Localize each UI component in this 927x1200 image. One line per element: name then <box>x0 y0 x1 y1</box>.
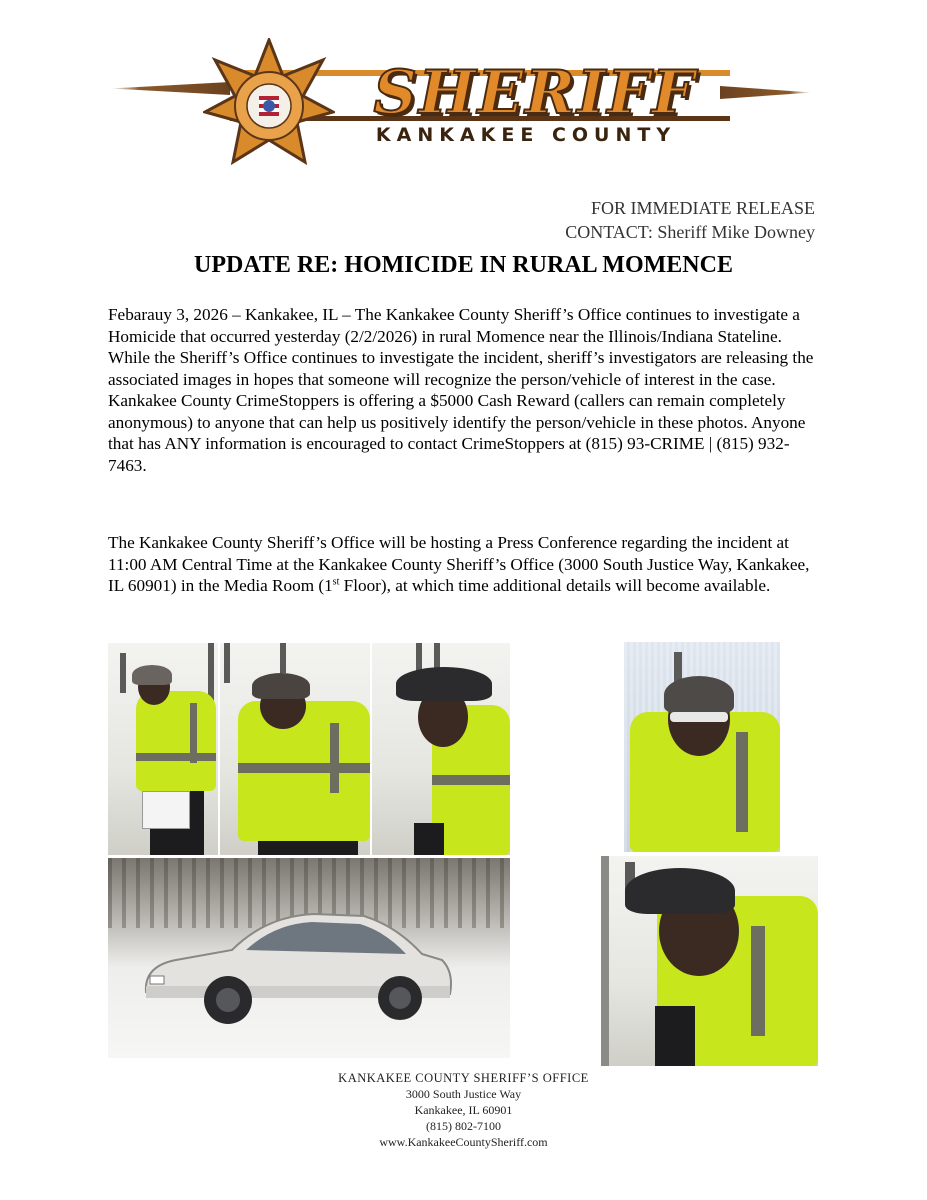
letterhead-county: KANKAKEE COUNTY <box>375 124 677 146</box>
letterhead <box>0 0 927 180</box>
paragraph-2-superscript: st <box>332 576 340 588</box>
sheriff-star-badge-icon <box>203 38 335 170</box>
car-icon <box>136 902 456 1032</box>
paragraph-2-text-b: Floor), at which time additional details will become available. <box>339 576 771 595</box>
footer-office: KANKAKEE COUNTY SHERIFF’S OFFICE <box>338 1071 589 1085</box>
letterhead-title: SHERIFF <box>373 58 697 128</box>
surveillance-photo-6 <box>601 856 818 1066</box>
letterhead-right-bar <box>720 86 812 99</box>
footer-phone: (815) 802-7100 <box>426 1119 501 1133</box>
body-paragraph-2 <box>108 532 820 597</box>
surveillance-photo-1 <box>108 643 218 855</box>
surveillance-photo-2 <box>220 643 370 855</box>
footer-address: 3000 South Justice Way <box>405 1087 522 1101</box>
surveillance-photo-4 <box>624 642 780 852</box>
footer-city: Kankakee, IL 60901 <box>414 1103 513 1117</box>
body-paragraph-1: Febarauy 3, 2026 – Kankakee, IL – The Kankakee County Sheriff’s Office continues to investigate a Homicide that occurred yesterday (2/2/2026) in rural Momence near the Illinois/Indiana Stateline. While the Sheriff’s Office continues to investigate the incident, sheriff’s investigators are releasing the associated images in hopes that someone will recognize the person/vehicle of interest in the case. Kankakee County CrimeStoppers is offering a $5000 Cash Reward (callers can remain completely anonymous) to anyone that can help us positively identify the person/vehicle in these photos. Anyone that has ANY information is encouraged to contact CrimeStoppers at (815) 93-CRIME | (815) 932-7463. <box>108 305 814 475</box>
release-info <box>565 196 815 244</box>
vehicle-photo <box>108 858 510 1058</box>
release-status: FOR IMMEDIATE RELEASE <box>591 198 815 218</box>
footer <box>0 1070 927 1150</box>
footer-website-link[interactable]: www.KankakeeCountySheriff.com <box>379 1135 548 1149</box>
surveillance-photo-3 <box>372 643 510 855</box>
paragraph-2-text-a: The Kankakee County Sheriff’s Office will be hosting a Press Conference regarding the incident at 11:00 AM Central Time at the Kankakee County Sheriff’s Office (3000 South Justice Way, Kankakee, IL 60901) in the Media Room (1 <box>108 533 810 595</box>
release-contact: CONTACT: Sheriff Mike Downey <box>565 222 815 242</box>
page-title: UPDATE RE: HOMICIDE IN RURAL MOMENCE <box>194 252 733 278</box>
